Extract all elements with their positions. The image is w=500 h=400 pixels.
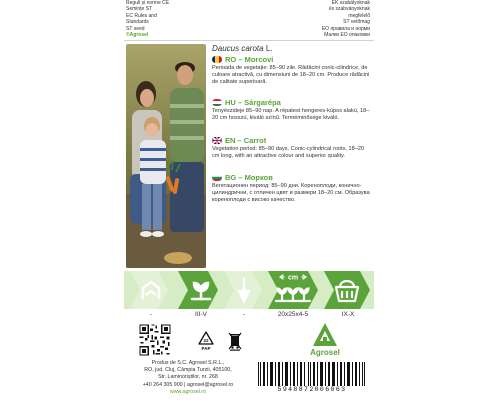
cultivation-label: -: [149, 311, 153, 318]
address-line: RO, jud. Cluj, Câmpia Turzii, 405100,: [144, 367, 232, 374]
lang-block-ro: [212, 55, 370, 86]
lang-block-hu: [212, 98, 370, 122]
recycle-paper-icon: [198, 331, 214, 351]
address-line: Str. Laminoriștilor, nr. 268: [158, 374, 218, 381]
header-right-text: [278, 0, 370, 38]
cultivation-label: -: [242, 311, 246, 318]
header-right-line: EK szabályoknak: [331, 0, 370, 6]
header-right-line: megfelelő: [348, 12, 370, 19]
species-name: [212, 44, 273, 53]
species-latin: Daucus carota: [212, 44, 264, 53]
qr-code[interactable]: [138, 323, 172, 357]
lang-text-en: Vegetation period: 85–90 days. Conic-cylindrical roots, 18–20 cm long, with an attractive colour and superior quality.: [212, 146, 365, 159]
header-left-line: Semințe ST: [126, 6, 153, 13]
romania-flag-icon: [212, 56, 222, 63]
recycle-code: PAP: [201, 346, 211, 351]
header-right-line: Малки ЕО опаковки: [324, 32, 370, 39]
cultivation-labels: [124, 311, 374, 321]
address-line: Produs de S.C. Agrosel S.R.L.,: [151, 360, 225, 366]
agrosel-logo: [308, 322, 342, 348]
spacing-unit-label: cm: [287, 274, 299, 282]
header-brand: ©Agrosel: [126, 32, 149, 39]
header-right-line: ST vetőmag: [343, 19, 370, 26]
bulgaria-flag-icon: [212, 174, 222, 181]
cultivation-label: 20x25x4-5: [277, 311, 309, 318]
header-left-line: EC Rules and: [126, 12, 157, 19]
family-photo: [126, 44, 206, 268]
lang-text-hu: Tenyészideje 85–90 nap. A répatest hengeres-kúpos alakú, 18–20 cm hosszú, kiváló színű. Terméminősége kiváló.: [212, 108, 370, 121]
company-address: [128, 360, 248, 396]
species-author: L.: [265, 44, 273, 53]
lang-text-bg: Вегетационен период: 85–90 дни. Кореноплоди, конично-цилиндрични, с отличен цвят и размери 18–20 см. Образува кореноплоди с високо качество.: [212, 183, 370, 203]
recycle-number: 22: [203, 338, 209, 343]
header-right-line: ЕО правила и норми: [321, 25, 370, 32]
header-left-line: Standards: [126, 19, 149, 26]
barcode-digits: 5948872006063: [255, 386, 369, 393]
lang-title-ro: RO – Morcovi: [225, 55, 274, 64]
header-right-line: és szabványoknak: [328, 6, 370, 13]
header-left-line: ST seed: [126, 25, 145, 32]
cultivation-band: [124, 271, 374, 309]
lang-title-hu: HU – Sárgarépa: [225, 98, 281, 107]
no-trash-bin-icon: [228, 331, 242, 351]
uk-flag-icon: [212, 137, 222, 144]
header-divider: [124, 40, 374, 41]
hungary-flag-icon: [212, 99, 222, 106]
lang-text-ro: Perioada de vegetație: 85–90 zile. Rădăcini conic-cilindrice, de culoare atractivă, cu dimensiuni de 18–20 cm. Produce rădăcini de calitate superioară.: [212, 65, 370, 85]
seed-packet-back: [124, 0, 374, 400]
website-link[interactable]: www.agrosel.ro: [169, 388, 207, 395]
header-left-text: [126, 0, 206, 38]
header-left-line: Reguli și norme CE: [126, 0, 170, 6]
cultivation-label: III-V: [195, 311, 207, 318]
lang-block-bg: [212, 173, 370, 204]
cultivation-label: IX-X: [341, 311, 355, 318]
contact-line: +40 264 305 900 | agrosel@agrosel.ro: [142, 381, 234, 388]
agrosel-logo-text: Agrosel: [310, 348, 340, 357]
lang-block-en: [212, 136, 370, 160]
lang-title-bg: BG – Морков: [225, 173, 273, 182]
lang-title-en: EN – Carrot: [225, 136, 267, 145]
